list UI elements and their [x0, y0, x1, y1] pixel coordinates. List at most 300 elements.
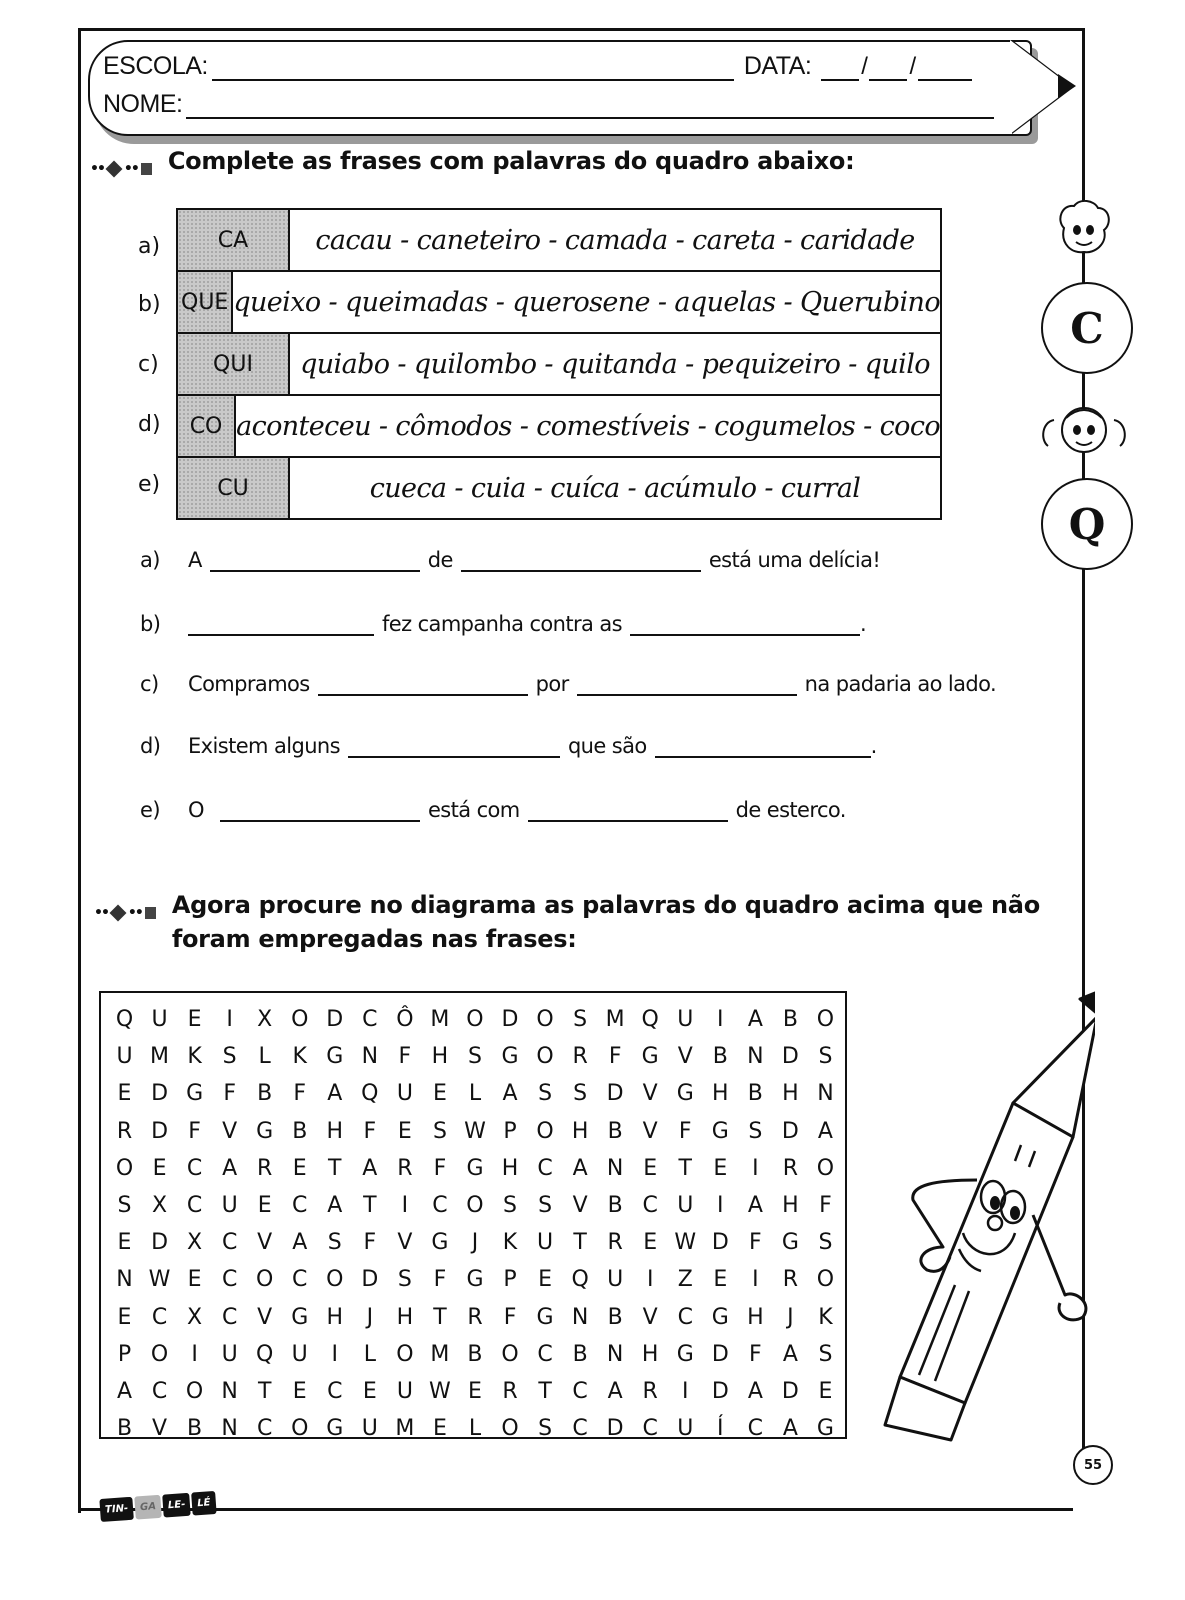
- grid-letter[interactable]: B: [116, 1416, 133, 1442]
- sentence-a: [140, 548, 880, 572]
- date-month-line[interactable]: [869, 57, 907, 81]
- grid-letter[interactable]: B: [467, 1341, 483, 1367]
- grid-letter[interactable]: E: [468, 1378, 482, 1404]
- grid-letter[interactable]: O: [501, 1416, 519, 1442]
- grid-letter[interactable]: I: [717, 1007, 724, 1033]
- grid-letter[interactable]: W: [148, 1267, 171, 1293]
- grid-letter[interactable]: K: [187, 1044, 202, 1070]
- grid-letter[interactable]: O: [115, 1155, 134, 1181]
- syllable-cell: QUI: [178, 334, 290, 394]
- sentence-text: A: [188, 548, 202, 572]
- grid-letter[interactable]: A: [222, 1155, 238, 1181]
- grid-letter[interactable]: B: [292, 1118, 308, 1144]
- grid-letter[interactable]: O: [256, 1267, 274, 1293]
- grid-letter[interactable]: N: [221, 1378, 238, 1404]
- grid-letter[interactable]: U: [677, 1416, 694, 1442]
- grid-letter[interactable]: D: [606, 1081, 624, 1107]
- grid-letter[interactable]: I: [191, 1341, 198, 1367]
- grid-letter[interactable]: F: [433, 1267, 447, 1293]
- grid-letter[interactable]: F: [363, 1230, 377, 1256]
- grid-letter[interactable]: P: [503, 1118, 517, 1144]
- grid-letter[interactable]: C: [292, 1193, 308, 1219]
- grid-letter[interactable]: F: [188, 1118, 201, 1144]
- grid-letter[interactable]: A: [747, 1193, 763, 1219]
- grid-letter[interactable]: A: [327, 1193, 343, 1219]
- words-cell: aconteceu - cômodos - comestíveis - cogumelos - coco: [236, 410, 940, 442]
- grid-letter[interactable]: K: [818, 1304, 833, 1330]
- grid-letter[interactable]: G: [711, 1304, 729, 1330]
- grid-letter[interactable]: H: [641, 1341, 659, 1367]
- grid-letter[interactable]: E: [292, 1155, 307, 1181]
- date-year-line[interactable]: [918, 57, 972, 81]
- grid-letter[interactable]: C: [572, 1378, 588, 1404]
- grid-letter[interactable]: O: [291, 1416, 309, 1442]
- grid-letter[interactable]: C: [257, 1416, 273, 1442]
- grid-letter[interactable]: C: [432, 1193, 448, 1219]
- grid-letter[interactable]: I: [717, 1193, 724, 1219]
- answer-blank[interactable]: [577, 674, 797, 696]
- grid-letter[interactable]: Q: [641, 1007, 659, 1033]
- grid-letter[interactable]: C: [186, 1155, 203, 1181]
- grid-letter[interactable]: E: [187, 1267, 202, 1293]
- grid-letter[interactable]: Ô: [396, 1007, 414, 1033]
- grid-letter[interactable]: T: [678, 1155, 692, 1181]
- grid-letter[interactable]: E: [117, 1081, 132, 1107]
- grid-letter[interactable]: D: [711, 1341, 729, 1367]
- grid-letter[interactable]: H: [431, 1044, 449, 1070]
- grid-letter[interactable]: T: [257, 1378, 272, 1404]
- grid-letter[interactable]: L: [363, 1341, 376, 1367]
- grid-letter[interactable]: C: [151, 1304, 168, 1330]
- grid-letter[interactable]: G: [641, 1044, 659, 1070]
- grid-letter[interactable]: T: [573, 1230, 587, 1256]
- grid-letter[interactable]: G: [431, 1230, 449, 1256]
- grid-letter[interactable]: S: [503, 1193, 517, 1219]
- grid-letter[interactable]: U: [677, 1193, 694, 1219]
- grid-letter[interactable]: B: [607, 1193, 623, 1219]
- grid-letter[interactable]: F: [363, 1118, 377, 1144]
- grid-letter[interactable]: C: [186, 1193, 203, 1219]
- grid-letter[interactable]: D: [606, 1416, 624, 1442]
- grid-letter[interactable]: G: [501, 1044, 519, 1070]
- grid-letter[interactable]: K: [502, 1230, 518, 1256]
- logo-part: TIN-: [99, 1497, 134, 1522]
- grid-letter[interactable]: U: [677, 1007, 694, 1033]
- answer-blank[interactable]: [348, 736, 560, 758]
- grid-letter[interactable]: R: [502, 1378, 518, 1404]
- grid-letter[interactable]: C: [221, 1230, 238, 1256]
- grid-letter[interactable]: N: [747, 1044, 764, 1070]
- grid-letter[interactable]: O: [816, 1007, 835, 1033]
- grid-letter[interactable]: I: [331, 1341, 339, 1367]
- name-input-line[interactable]: [186, 95, 994, 119]
- grid-letter[interactable]: N: [571, 1304, 589, 1330]
- grid-letter[interactable]: R: [397, 1155, 413, 1181]
- grid-letter[interactable]: X: [257, 1007, 273, 1033]
- grid-letter[interactable]: S: [432, 1118, 447, 1144]
- grid-letter[interactable]: A: [327, 1081, 343, 1107]
- grid-letter[interactable]: X: [187, 1304, 203, 1330]
- grid-letter[interactable]: S: [327, 1230, 342, 1256]
- grid-letter[interactable]: C: [292, 1267, 308, 1293]
- grid-letter[interactable]: U: [537, 1230, 554, 1256]
- grid-letter[interactable]: G: [326, 1044, 344, 1070]
- grid-letter[interactable]: V: [257, 1304, 273, 1330]
- grid-letter[interactable]: H: [782, 1193, 799, 1219]
- grid-letter[interactable]: G: [816, 1416, 834, 1442]
- grid-letter[interactable]: D: [781, 1044, 799, 1070]
- grid-letter[interactable]: M: [150, 1044, 170, 1070]
- grid-letter[interactable]: A: [817, 1118, 833, 1144]
- grid-letter[interactable]: G: [711, 1118, 729, 1144]
- grid-letter[interactable]: O: [150, 1341, 169, 1367]
- grid-letter[interactable]: F: [398, 1044, 412, 1070]
- date-label: DATA:: [743, 52, 812, 80]
- grid-letter[interactable]: V: [257, 1230, 273, 1256]
- grid-letter[interactable]: Q: [571, 1267, 589, 1293]
- grid-letter[interactable]: D: [781, 1378, 799, 1404]
- grid-letter[interactable]: U: [291, 1341, 308, 1367]
- grid-letter[interactable]: G: [676, 1341, 694, 1367]
- grid-letter[interactable]: P: [117, 1341, 132, 1367]
- grid-row: [107, 1075, 843, 1112]
- girl-kid-icon: [1036, 400, 1132, 458]
- grid-letter[interactable]: C: [572, 1416, 588, 1442]
- grid-letter[interactable]: G: [466, 1155, 484, 1181]
- instruction-text-line2: foram empregadas nas frases:: [171, 925, 577, 953]
- grid-letter[interactable]: D: [711, 1230, 729, 1256]
- grid-letter[interactable]: H: [501, 1155, 519, 1181]
- grid-letter[interactable]: E: [432, 1416, 447, 1442]
- grid-letter[interactable]: A: [747, 1007, 763, 1033]
- grid-letter[interactable]: F: [293, 1081, 307, 1107]
- side-string: [1083, 140, 1085, 200]
- grid-letter[interactable]: V: [642, 1081, 658, 1107]
- grid-letter[interactable]: E: [257, 1193, 272, 1219]
- grid-letter[interactable]: A: [116, 1378, 133, 1404]
- grid-letter[interactable]: E: [713, 1155, 728, 1181]
- grid-letter[interactable]: Q: [115, 1007, 134, 1033]
- grid-letter[interactable]: W: [429, 1378, 451, 1404]
- grid-letter[interactable]: E: [818, 1378, 833, 1404]
- grid-letter[interactable]: R: [467, 1304, 483, 1330]
- grid-letter[interactable]: O: [291, 1007, 309, 1033]
- grid-letter[interactable]: C: [537, 1341, 553, 1367]
- answer-blank[interactable]: [655, 736, 871, 758]
- grid-letter[interactable]: D: [501, 1007, 519, 1033]
- grid-letter[interactable]: Í: [717, 1416, 724, 1442]
- grid-letter[interactable]: F: [223, 1081, 236, 1107]
- grid-letter[interactable]: J: [366, 1304, 374, 1330]
- grid-letter[interactable]: H: [396, 1304, 414, 1330]
- grid-letter[interactable]: R: [572, 1044, 588, 1070]
- grid-letter[interactable]: L: [468, 1416, 482, 1442]
- answer-blank[interactable]: [188, 614, 374, 636]
- grid-letter[interactable]: D: [711, 1378, 729, 1404]
- grid-letter[interactable]: T: [328, 1155, 342, 1181]
- grid-letter[interactable]: O: [501, 1341, 519, 1367]
- sentence-b: [140, 612, 866, 636]
- grid-letter[interactable]: C: [362, 1007, 378, 1033]
- grid-letter[interactable]: I: [682, 1378, 689, 1404]
- grid-letter[interactable]: E: [362, 1378, 377, 1404]
- grid-letter[interactable]: V: [642, 1304, 658, 1330]
- grid-letter[interactable]: S: [117, 1193, 132, 1219]
- grid-letter[interactable]: U: [361, 1416, 378, 1442]
- grid-letter[interactable]: E: [292, 1378, 307, 1404]
- grid-letter[interactable]: U: [396, 1081, 413, 1107]
- grid-row: [107, 1261, 843, 1298]
- grid-letter[interactable]: C: [642, 1193, 658, 1219]
- grid-letter[interactable]: F: [608, 1044, 622, 1070]
- grid-letter[interactable]: G: [256, 1118, 274, 1144]
- grid-letter[interactable]: O: [816, 1155, 835, 1181]
- grid-letter[interactable]: I: [752, 1155, 759, 1181]
- words-cell: queixo - queimadas - querosene - aquelas - Querubino: [233, 286, 940, 318]
- grid-letter[interactable]: F: [678, 1118, 692, 1144]
- grid-letter[interactable]: O: [396, 1341, 414, 1367]
- grid-letter[interactable]: B: [257, 1081, 273, 1107]
- grid-letter[interactable]: U: [607, 1267, 624, 1293]
- grid-letter[interactable]: F: [433, 1155, 447, 1181]
- grid-letter[interactable]: O: [326, 1267, 344, 1293]
- grid-letter[interactable]: N: [606, 1341, 624, 1367]
- grid-letter[interactable]: F: [749, 1230, 762, 1256]
- grid-letter[interactable]: G: [676, 1081, 694, 1107]
- grid-letter[interactable]: R: [116, 1118, 133, 1144]
- grid-letter[interactable]: Z: [677, 1267, 693, 1293]
- grid-letter[interactable]: E: [643, 1155, 658, 1181]
- grid-letter[interactable]: G: [186, 1081, 204, 1107]
- grid-letter[interactable]: X: [152, 1193, 168, 1219]
- grid-letter[interactable]: V: [572, 1193, 588, 1219]
- sentence-letter: d): [140, 734, 161, 758]
- grid-letter[interactable]: O: [816, 1267, 835, 1293]
- grid-letter[interactable]: E: [538, 1267, 553, 1293]
- grid-letter[interactable]: D: [781, 1118, 799, 1144]
- grid-letter[interactable]: F: [503, 1304, 517, 1330]
- grid-letter[interactable]: P: [503, 1267, 517, 1293]
- grid-letter[interactable]: F: [819, 1193, 832, 1219]
- grid-letter[interactable]: B: [187, 1416, 203, 1442]
- grid-letter[interactable]: B: [747, 1081, 763, 1107]
- grid-letter[interactable]: V: [222, 1118, 238, 1144]
- table-row: [178, 396, 940, 458]
- grid-letter[interactable]: D: [151, 1081, 169, 1107]
- sentence-text: de esterco.: [735, 798, 846, 822]
- grid-row: [107, 1187, 843, 1224]
- answer-blank[interactable]: [210, 550, 420, 572]
- answer-blank[interactable]: [318, 674, 528, 696]
- grid-letter[interactable]: G: [781, 1230, 799, 1256]
- grid-letter[interactable]: C: [327, 1378, 343, 1404]
- grid-letter[interactable]: B: [782, 1007, 798, 1033]
- grid-letter[interactable]: L: [468, 1081, 482, 1107]
- grid-letter[interactable]: E: [117, 1230, 132, 1256]
- grid-letter[interactable]: E: [713, 1267, 728, 1293]
- sentence-text: que são: [567, 734, 647, 758]
- grid-letter[interactable]: I: [752, 1267, 759, 1293]
- grid-letter[interactable]: K: [292, 1044, 307, 1070]
- grid-letter[interactable]: S: [222, 1044, 237, 1070]
- grid-letter[interactable]: L: [258, 1044, 271, 1070]
- grid-letter[interactable]: Q: [361, 1081, 379, 1107]
- grid-letter[interactable]: R: [782, 1267, 799, 1293]
- grid-letter[interactable]: O: [536, 1007, 554, 1033]
- grid-letter[interactable]: S: [748, 1118, 763, 1144]
- school-input-line[interactable]: [212, 57, 734, 81]
- grid-letter[interactable]: R: [257, 1155, 273, 1181]
- grid-letter[interactable]: V: [677, 1044, 693, 1070]
- grid-letter[interactable]: V: [152, 1416, 168, 1442]
- grid-letter[interactable]: R: [782, 1155, 799, 1181]
- grid-letter[interactable]: H: [571, 1118, 589, 1144]
- grid-letter[interactable]: D: [151, 1118, 169, 1144]
- grid-letter[interactable]: S: [818, 1044, 833, 1070]
- grid-letter[interactable]: G: [291, 1304, 309, 1330]
- answer-blank[interactable]: [220, 800, 420, 822]
- grid-letter[interactable]: G: [326, 1416, 344, 1442]
- grid-letter[interactable]: I: [226, 1007, 233, 1033]
- sentence-text: está uma delícia!: [708, 548, 881, 572]
- grid-letter[interactable]: N: [221, 1416, 238, 1442]
- grid-letter[interactable]: W: [674, 1230, 697, 1256]
- grid-letter[interactable]: S: [538, 1193, 553, 1219]
- pencil-lead-icon: [1058, 74, 1076, 98]
- answer-blank[interactable]: [528, 800, 728, 822]
- grid-letter[interactable]: E: [117, 1304, 132, 1330]
- grid-letter[interactable]: E: [187, 1007, 202, 1033]
- grid-letter[interactable]: M: [395, 1416, 415, 1442]
- grid-letter[interactable]: V: [397, 1230, 413, 1256]
- answer-blank[interactable]: [461, 550, 701, 572]
- grid-letter[interactable]: J: [787, 1304, 794, 1330]
- grid-letter[interactable]: B: [607, 1304, 623, 1330]
- grid-letter[interactable]: C: [537, 1155, 553, 1181]
- grid-letter[interactable]: S: [467, 1044, 482, 1070]
- grid-letter[interactable]: E: [432, 1081, 447, 1107]
- grid-letter[interactable]: E: [397, 1118, 412, 1144]
- grid-letter[interactable]: V: [642, 1118, 658, 1144]
- grid-letter[interactable]: U: [221, 1341, 238, 1367]
- grid-letter[interactable]: M: [430, 1007, 450, 1033]
- grid-letter[interactable]: H: [747, 1304, 764, 1330]
- grid-letter[interactable]: O: [185, 1378, 204, 1404]
- grid-letter[interactable]: S: [538, 1416, 553, 1442]
- grid-row: [107, 1038, 843, 1075]
- grid-letter[interactable]: R: [607, 1230, 623, 1256]
- grid-letter[interactable]: A: [782, 1341, 798, 1367]
- grid-letter[interactable]: H: [326, 1304, 344, 1330]
- date-day-line[interactable]: [821, 57, 859, 81]
- grid-letter[interactable]: D: [326, 1007, 344, 1033]
- grid-letter[interactable]: N: [606, 1155, 624, 1181]
- grid-letter[interactable]: A: [782, 1416, 798, 1442]
- pencil-mascot-icon: [855, 985, 1095, 1445]
- grid-letter[interactable]: O: [536, 1044, 554, 1070]
- grid-letter[interactable]: S: [397, 1267, 412, 1293]
- grid-letter[interactable]: O: [466, 1007, 484, 1033]
- sentence-text: .: [859, 612, 867, 636]
- grid-letter[interactable]: N: [361, 1044, 379, 1070]
- grid-letter[interactable]: S: [573, 1081, 588, 1107]
- grid-letter[interactable]: M: [430, 1341, 450, 1367]
- syllable-cell: CU: [178, 458, 290, 518]
- page-border-bottom: [78, 1508, 1073, 1511]
- grid-letter[interactable]: A: [572, 1155, 588, 1181]
- grid-letter[interactable]: C: [642, 1416, 658, 1442]
- grid-letter[interactable]: S: [538, 1081, 553, 1107]
- grid-row: [107, 1113, 843, 1150]
- grid-letter[interactable]: H: [712, 1081, 729, 1107]
- word-table: [176, 208, 942, 520]
- school-label: ESCOLA:: [103, 52, 208, 80]
- grid-letter[interactable]: A: [362, 1155, 378, 1181]
- grid-letter[interactable]: T: [363, 1193, 377, 1219]
- grid-letter[interactable]: U: [396, 1378, 413, 1404]
- logo-part: LÉ: [191, 1491, 216, 1516]
- grid-letter[interactable]: A: [607, 1378, 623, 1404]
- syllable-cell: CO: [178, 396, 236, 456]
- grid-letter[interactable]: I: [646, 1267, 654, 1293]
- grid-letter[interactable]: T: [538, 1378, 552, 1404]
- grid-letter[interactable]: H: [326, 1118, 344, 1144]
- grid-letter[interactable]: S: [573, 1007, 588, 1033]
- grid-letter[interactable]: J: [471, 1230, 479, 1256]
- grid-letter[interactable]: C: [747, 1416, 764, 1442]
- grid-letter[interactable]: D: [361, 1267, 379, 1293]
- grid-letter[interactable]: A: [747, 1378, 763, 1404]
- grid-letter[interactable]: C: [221, 1304, 238, 1330]
- grid-letter[interactable]: U: [116, 1044, 133, 1070]
- grid-letter[interactable]: F: [749, 1341, 762, 1367]
- grid-letter[interactable]: U: [221, 1193, 238, 1219]
- grid-letter[interactable]: C: [151, 1378, 168, 1404]
- grid-letter[interactable]: I: [401, 1193, 409, 1219]
- grid-letter[interactable]: D: [151, 1230, 169, 1256]
- grid-letter[interactable]: B: [572, 1341, 588, 1367]
- answer-blank[interactable]: [630, 614, 860, 636]
- grid-letter[interactable]: C: [677, 1304, 693, 1330]
- grid-letter[interactable]: R: [642, 1378, 658, 1404]
- grid-letter[interactable]: G: [536, 1304, 554, 1330]
- grid-letter[interactable]: B: [607, 1118, 623, 1144]
- grid-letter[interactable]: G: [466, 1267, 484, 1293]
- grid-letter[interactable]: O: [536, 1118, 554, 1144]
- grid-letter[interactable]: B: [712, 1044, 728, 1070]
- grid-letter[interactable]: Q: [256, 1341, 274, 1367]
- words-cell: cacau - caneteiro - camada - careta - caridade: [315, 224, 915, 256]
- grid-letter[interactable]: N: [817, 1081, 834, 1107]
- grid-letter[interactable]: W: [464, 1118, 486, 1144]
- grid-letter[interactable]: O: [466, 1193, 484, 1219]
- sentence-letter: b): [140, 612, 161, 636]
- grid-letter[interactable]: U: [151, 1007, 168, 1033]
- grid-letter[interactable]: A: [502, 1081, 518, 1107]
- grid-letter[interactable]: H: [782, 1081, 799, 1107]
- grid-letter[interactable]: N: [116, 1267, 133, 1293]
- grid-letter[interactable]: T: [433, 1304, 447, 1330]
- name-label: NOME:: [103, 90, 183, 118]
- grid-letter[interactable]: E: [643, 1230, 658, 1256]
- grid-letter[interactable]: A: [292, 1230, 308, 1256]
- grid-letter[interactable]: C: [221, 1267, 238, 1293]
- grid-letter[interactable]: M: [605, 1007, 625, 1033]
- grid-letter[interactable]: E: [152, 1155, 167, 1181]
- grid-letter[interactable]: S: [818, 1230, 833, 1256]
- grid-letter[interactable]: X: [187, 1230, 203, 1256]
- grid-letter[interactable]: S: [818, 1341, 833, 1367]
